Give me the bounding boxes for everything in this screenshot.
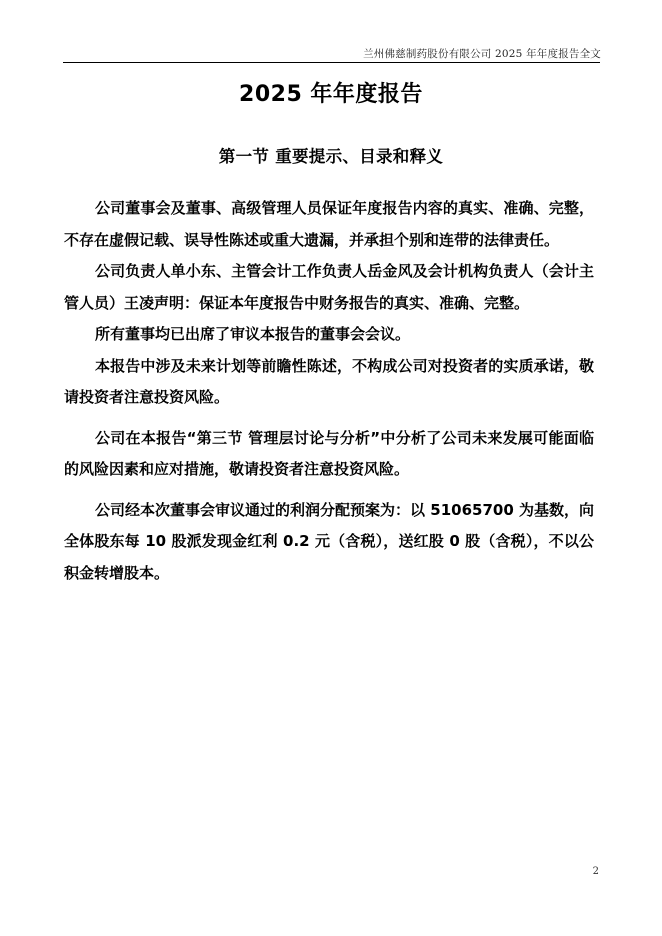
section-title: 第一节 重要提示、目录和释义	[218, 147, 444, 166]
body-text	[64, 193, 594, 589]
paragraph-profit-distribution: 公司经本次董事会审议通过的利润分配预案为：以 51065700 为基数，向全体股东每 10 股派发现金红利 0.2 元（含税），送红股 0 股（含税），不以公积金转增股本。	[64, 500, 594, 582]
header-divider	[63, 62, 600, 63]
paragraph-risk-factors: 公司在本报告“第三节 管理层讨论与分析”中分析了公司未来发展可能面临的风险因素和应对措施，敬请投资者注意投资风险。	[64, 428, 594, 478]
page-number: 2	[592, 866, 599, 877]
paragraph-board-attendance: 所有董事均已出席了审议本报告的董事会会议。	[95, 325, 411, 343]
document-title: 2025 年年度报告	[239, 82, 423, 107]
paragraph-responsible-persons: 公司负责人单小东、主管会计工作负责人岳金风及会计机构负责人（会计主管人员）王凌声明：保证本年度报告中财务报告的真实、准确、完整。	[64, 262, 594, 312]
running-header: 兰州佛慈制药股份有限公司 2025 年年度报告全文	[363, 48, 601, 60]
paragraph-board-guarantee: 公司董事会及董事、高级管理人员保证年度报告内容的真实、准确、完整，不存在虚假记载、误导性陈述或重大遗漏，并承担个别和连带的法律责任。	[64, 199, 594, 249]
paragraph-forward-looking: 本报告中涉及未来计划等前瞻性陈述，不构成公司对投资者的实质承诺，敬请投资者注意投资风险。	[64, 356, 594, 406]
